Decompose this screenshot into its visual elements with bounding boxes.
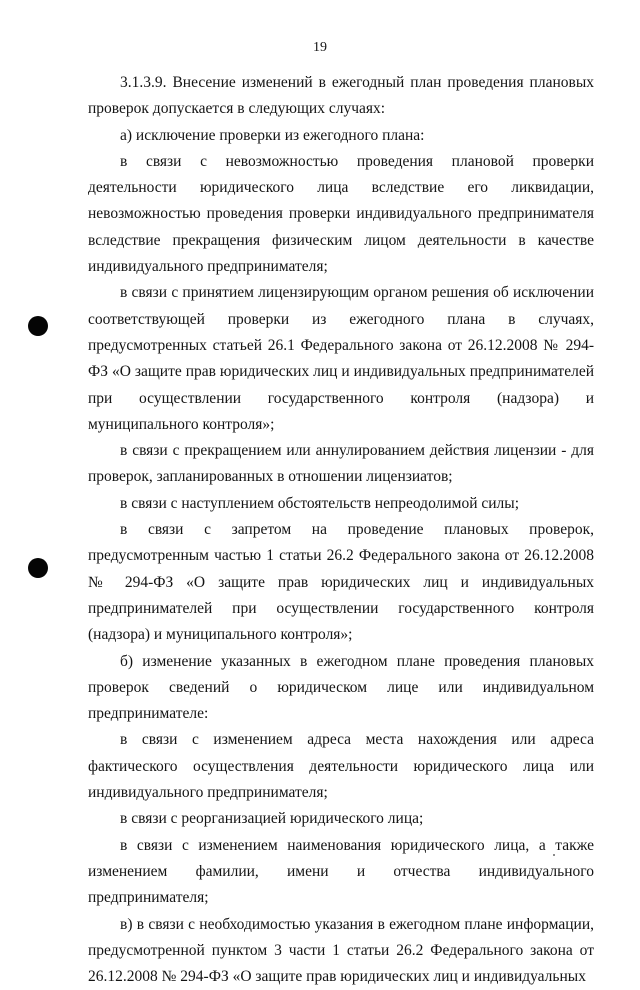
- binder-hole-bottom: [28, 558, 48, 578]
- paragraph-inspection-ban: в связи с запретом на проведение плановых проверок, предусмотренным частью 1 статьи 26.2 Федерального закона от 26.12.2008 № 294-ФЗ «О защите прав юридических лиц и индивидуальных предпринимателей при осуществлении государственного контроля (надзора) и муниципального контроля»;: [88, 517, 594, 648]
- scan-speck: [553, 854, 555, 856]
- paragraph-license-termination: в связи с прекращением или аннулированием действия лицензии - для проверок, запланированных в отношении лицензиатов;: [88, 438, 594, 491]
- paragraph-3-1-3-9: 3.1.3.9. Внесение изменений в ежегодный план проведения плановых проверок допускается в следующих случаях:: [88, 70, 594, 123]
- paragraph-item-a: а) исключение проверки из ежегодного плана:: [88, 123, 594, 149]
- paragraph-liquidation: в связи с невозможностью проведения плановой проверки деятельности юридического лица вследствие его ликвидации, невозможностью проведения проверки индивидуального предпринимателя вследствие прекращения физическим лицом деятельности в качестве индивидуального предпринимателя;: [88, 149, 594, 280]
- paragraph-name-change: в связи с изменением наименования юридического лица, а также изменением фамилии, имени и отчества индивидуального предпринимателя;: [88, 833, 594, 912]
- paragraph-licensing-decision: в связи с принятием лицензирующим органом решения об исключении соответствующей проверки из ежегодного плана в случаях, предусмотренных статьей 26.1 Федерального закона от 26.12.2008 № 294-ФЗ «О защите прав юридических лиц и индивидуальных предпринимателей при осуществлении государственного контроля (надзора) и муниципального контроля»;: [88, 280, 594, 438]
- paragraph-item-v: в) в связи с необходимостью указания в ежегодном плане информации, предусмотренной пунктом 3 части 1 статьи 26.2 Федерального закона от 26.12.2008 № 294-ФЗ «О защите прав юридических лиц и индивидуальных: [88, 912, 594, 990]
- paragraph-force-majeure: в связи с наступлением обстоятельств непреодолимой силы;: [88, 491, 594, 517]
- paragraph-reorganization: в связи с реорганизацией юридического лица;: [88, 806, 594, 832]
- binder-hole-top: [28, 316, 48, 336]
- page-number: 19: [0, 40, 640, 56]
- paragraph-address-change: в связи с изменением адреса места нахождения или адреса фактического осуществления деятельности юридического лица или индивидуального предпринимателя;: [88, 727, 594, 806]
- paragraph-item-b: б) изменение указанных в ежегодном плане проведения плановых проверок сведений о юридическом лице или индивидуальном предпринимателе:: [88, 649, 594, 728]
- document-body: [88, 70, 594, 990]
